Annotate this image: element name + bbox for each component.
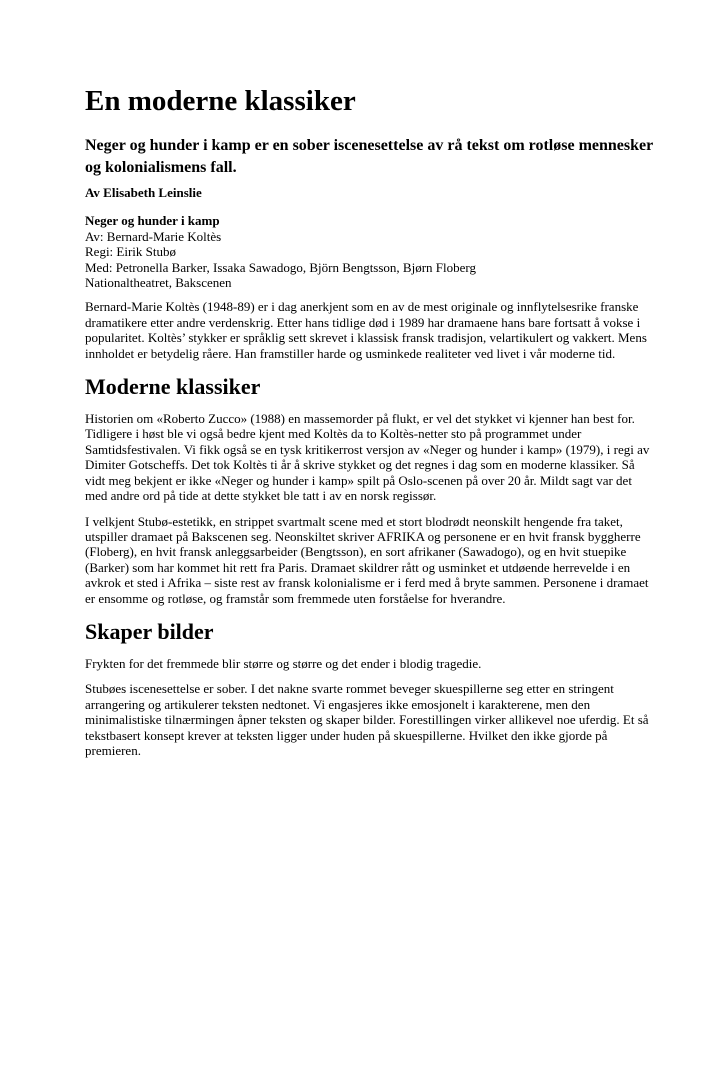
document-page bbox=[0, 86, 707, 1086]
paragraph: Historien om «Roberto Zucco» (1988) en massemorder på flukt, er vel det stykket vi kjenner han best for. Tidligere i høst ble vi også bedre kjent med Koltès da to Koltès-netter sto på programmet under Samtidsfestivalen. Vi fikk også se en tysk kritikerrost versjon av «Neger og hunder i kamp» (1979), i regi av Dimiter Gotscheffs. Det tok Koltès ti år å skrive stykket og det regnes i dag som en moderne klassiker. Så vidt meg bekjent er ikke «Neger og hunder i kamp» spilt på Oslo-scenen på over 20 år. Mildt sagt var det med andre ord på tide at dette stykket ble tatt i av en norsk regissør. bbox=[85, 411, 650, 504]
credits-director: Regi: Eirik Stubø bbox=[85, 244, 176, 260]
section-heading-skaper-bilder: Skaper bilder bbox=[85, 618, 214, 644]
paragraph: I velkjent Stubø-estetikk, en strippet svartmalt scene med et stort blodrødt neonskilt hengende fra taket, utspiller dramaet på Bakscenen seg. Neonskiltet skriver AFRIKA og personene er en hvit fransk byggherre (Floberg), en hvit fransk anleggsarbeider (Bengtsson), en sort afrikaner (Sawadogo), og en hvit stuepike (Barker) som har kommet hit rett fra Paris. Dramaet skildrer rått og usminket et utdøende herrevelde i en avkrok et sted i Afrika – siste rest av fransk kolonialisme er i ferd med å bryte sammen. Personene i dramaet er ensomme og rotløse, og framstår som fremmede uten forståelse for hverandre. bbox=[85, 513, 649, 606]
credits-block bbox=[85, 213, 657, 290]
credits-production-title: Neger og hunder i kamp bbox=[85, 213, 220, 229]
article-content bbox=[85, 86, 657, 758]
article-lead: Neger og hunder i kamp er en sober iscenesettelse av rå tekst om rotløse mennesker og kolonialismens fall. bbox=[85, 137, 653, 176]
credits-cast: Med: Petronella Barker, Issaka Sawadogo, Björn Bengtsson, Bjørn Floberg bbox=[85, 259, 476, 275]
credits-venue: Nationaltheatret, Bakscenen bbox=[85, 275, 232, 291]
section-heading-moderne-klassiker: Moderne klassiker bbox=[85, 374, 261, 400]
paragraph: Stubøes iscenesettelse er sober. I det nakne svarte rommet beveger skuespillerne seg etter en stringent arrangering og artikulerer teksten nedtonet. Vi engasjeres ikke emosjonelt i karakterene, men den minimalistiske tilnærmingen åpner teksten og skaper bilder. Forestillingen virker allikevel noe uferdig. Et så tekstbasert konsept krever at teksten ligger under huden på skuespillerne. Hvilket den ikke gjorde på premieren. bbox=[85, 681, 649, 758]
credits-author: Av: Bernard-Marie Koltès bbox=[85, 228, 222, 244]
byline: Av Elisabeth Leinslie bbox=[85, 185, 202, 200]
intro-paragraph: Bernard-Marie Koltès (1948-89) er i dag anerkjent som en av de mest originale og innflytelsesrike franske dramatikere etter andre verdenskrig. Etter hans tidlige død i 1989 har dramaene hans bare fortsatt å vokse i popularitet. Koltès’ stykker er språklig sett skrevet i klassisk fransk tradisjon, velartikulert og vakkert. Mens innholdet er betydelig råere. Han framstiller harde og usminkede realiteter ved livet i vår moderne tid. bbox=[85, 299, 647, 361]
paragraph: Frykten for det fremmede blir større og større og det ender i blodig tragedie. bbox=[85, 655, 482, 671]
article-title: En moderne klassiker bbox=[85, 85, 356, 117]
